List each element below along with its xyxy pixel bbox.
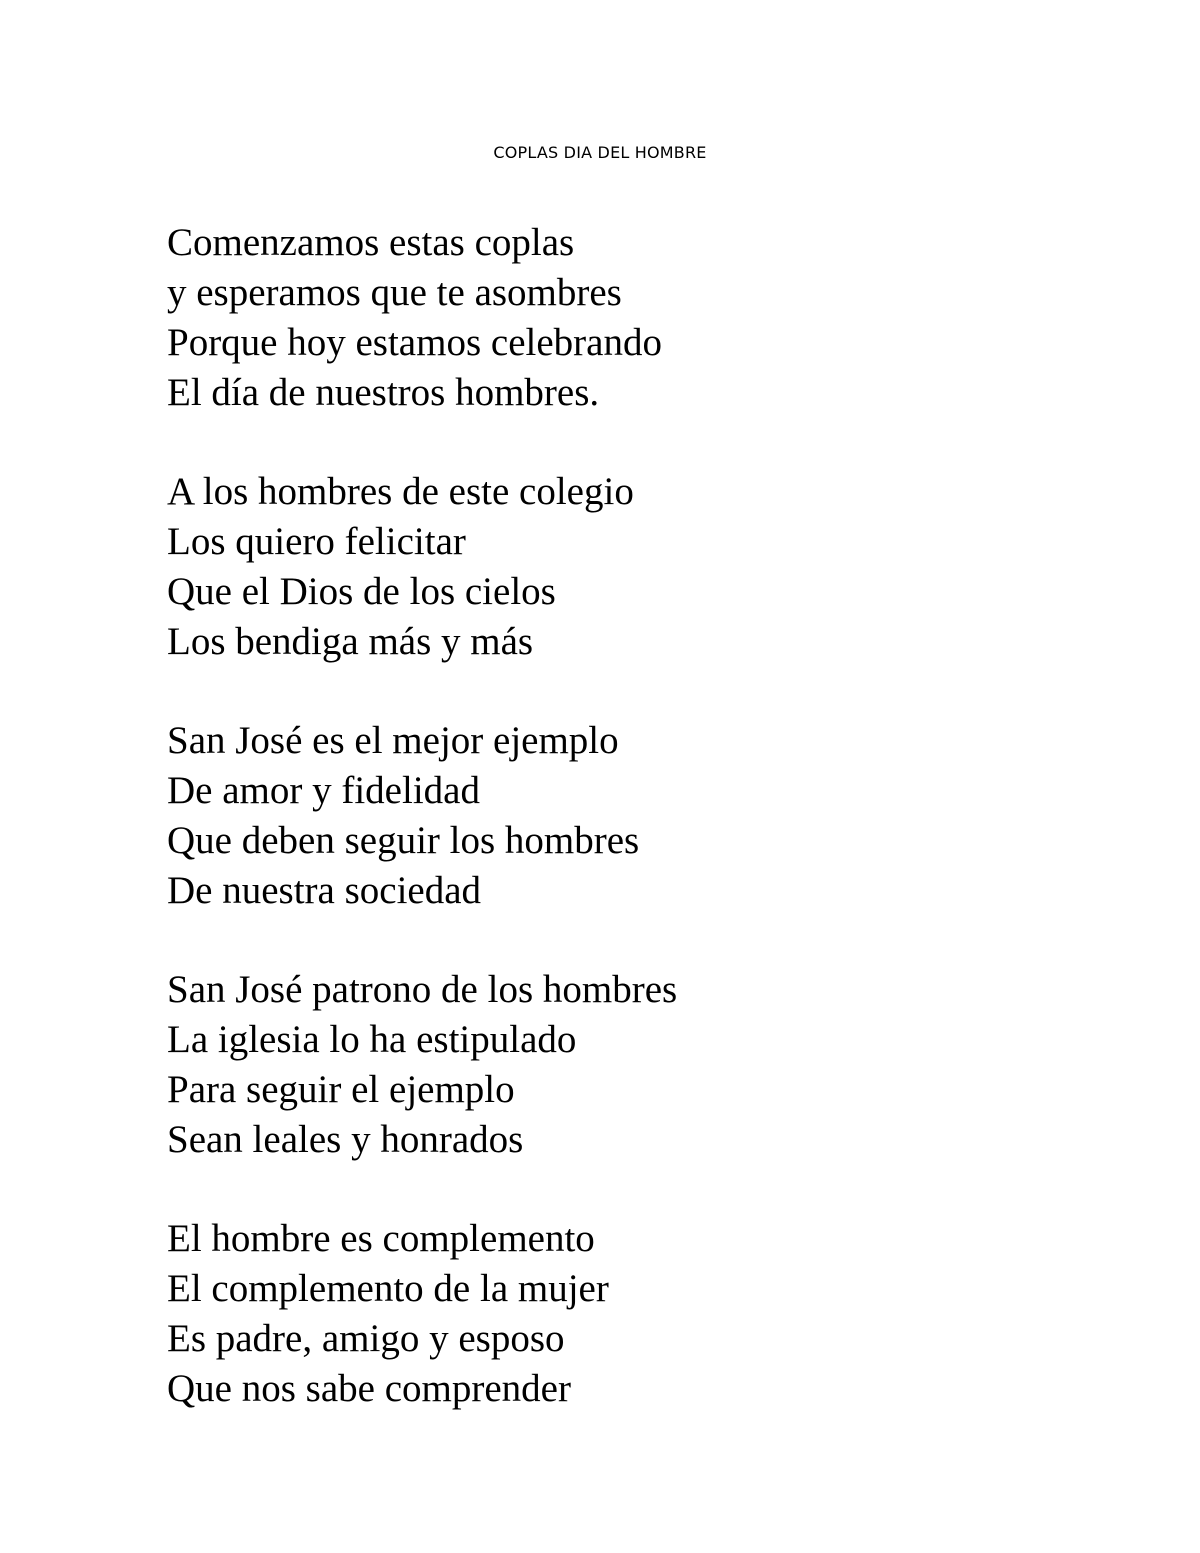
verse-line: Sean leales y honrados (167, 1118, 524, 1161)
stanza (167, 467, 1067, 667)
verse-line: Los quiero felicitar (167, 520, 466, 563)
verse-line: De nuestra sociedad (167, 869, 482, 912)
verse-line: Es padre, amigo y esposo (167, 1317, 565, 1360)
verse-line: Para seguir el ejemplo (167, 1068, 515, 1111)
verse-line: El hombre es complemento (167, 1217, 595, 1260)
verse-line: El complemento de la mujer (167, 1267, 609, 1310)
stanza (167, 965, 1067, 1165)
poem-body (167, 218, 1067, 1414)
verse-line: A los hombres de este colegio (167, 470, 634, 513)
verse-line: Que el Dios de los cielos (167, 570, 556, 613)
verse-line: San José es el mejor ejemplo (167, 719, 619, 762)
verse-line: Porque hoy estamos celebrando (167, 321, 662, 364)
verse-line: Que nos sabe comprender (167, 1367, 571, 1410)
verse-line: Que deben seguir los hombres (167, 819, 640, 862)
verse-line: Comenzamos estas coplas (167, 221, 575, 264)
verse-line: y esperamos que te asombres (167, 271, 622, 314)
verse-line: Los bendiga más y más (167, 620, 534, 663)
stanza (167, 218, 1067, 418)
stanza (167, 1214, 1067, 1414)
verse-line: San José patrono de los hombres (167, 968, 678, 1011)
verse-line: La iglesia lo ha estipulado (167, 1018, 577, 1061)
verse-line: El día de nuestros hombres. (167, 371, 600, 414)
stanza (167, 716, 1067, 916)
verse-line: De amor y fidelidad (167, 769, 480, 812)
document-title: COPLAS DIA DEL HOMBRE (493, 143, 707, 162)
